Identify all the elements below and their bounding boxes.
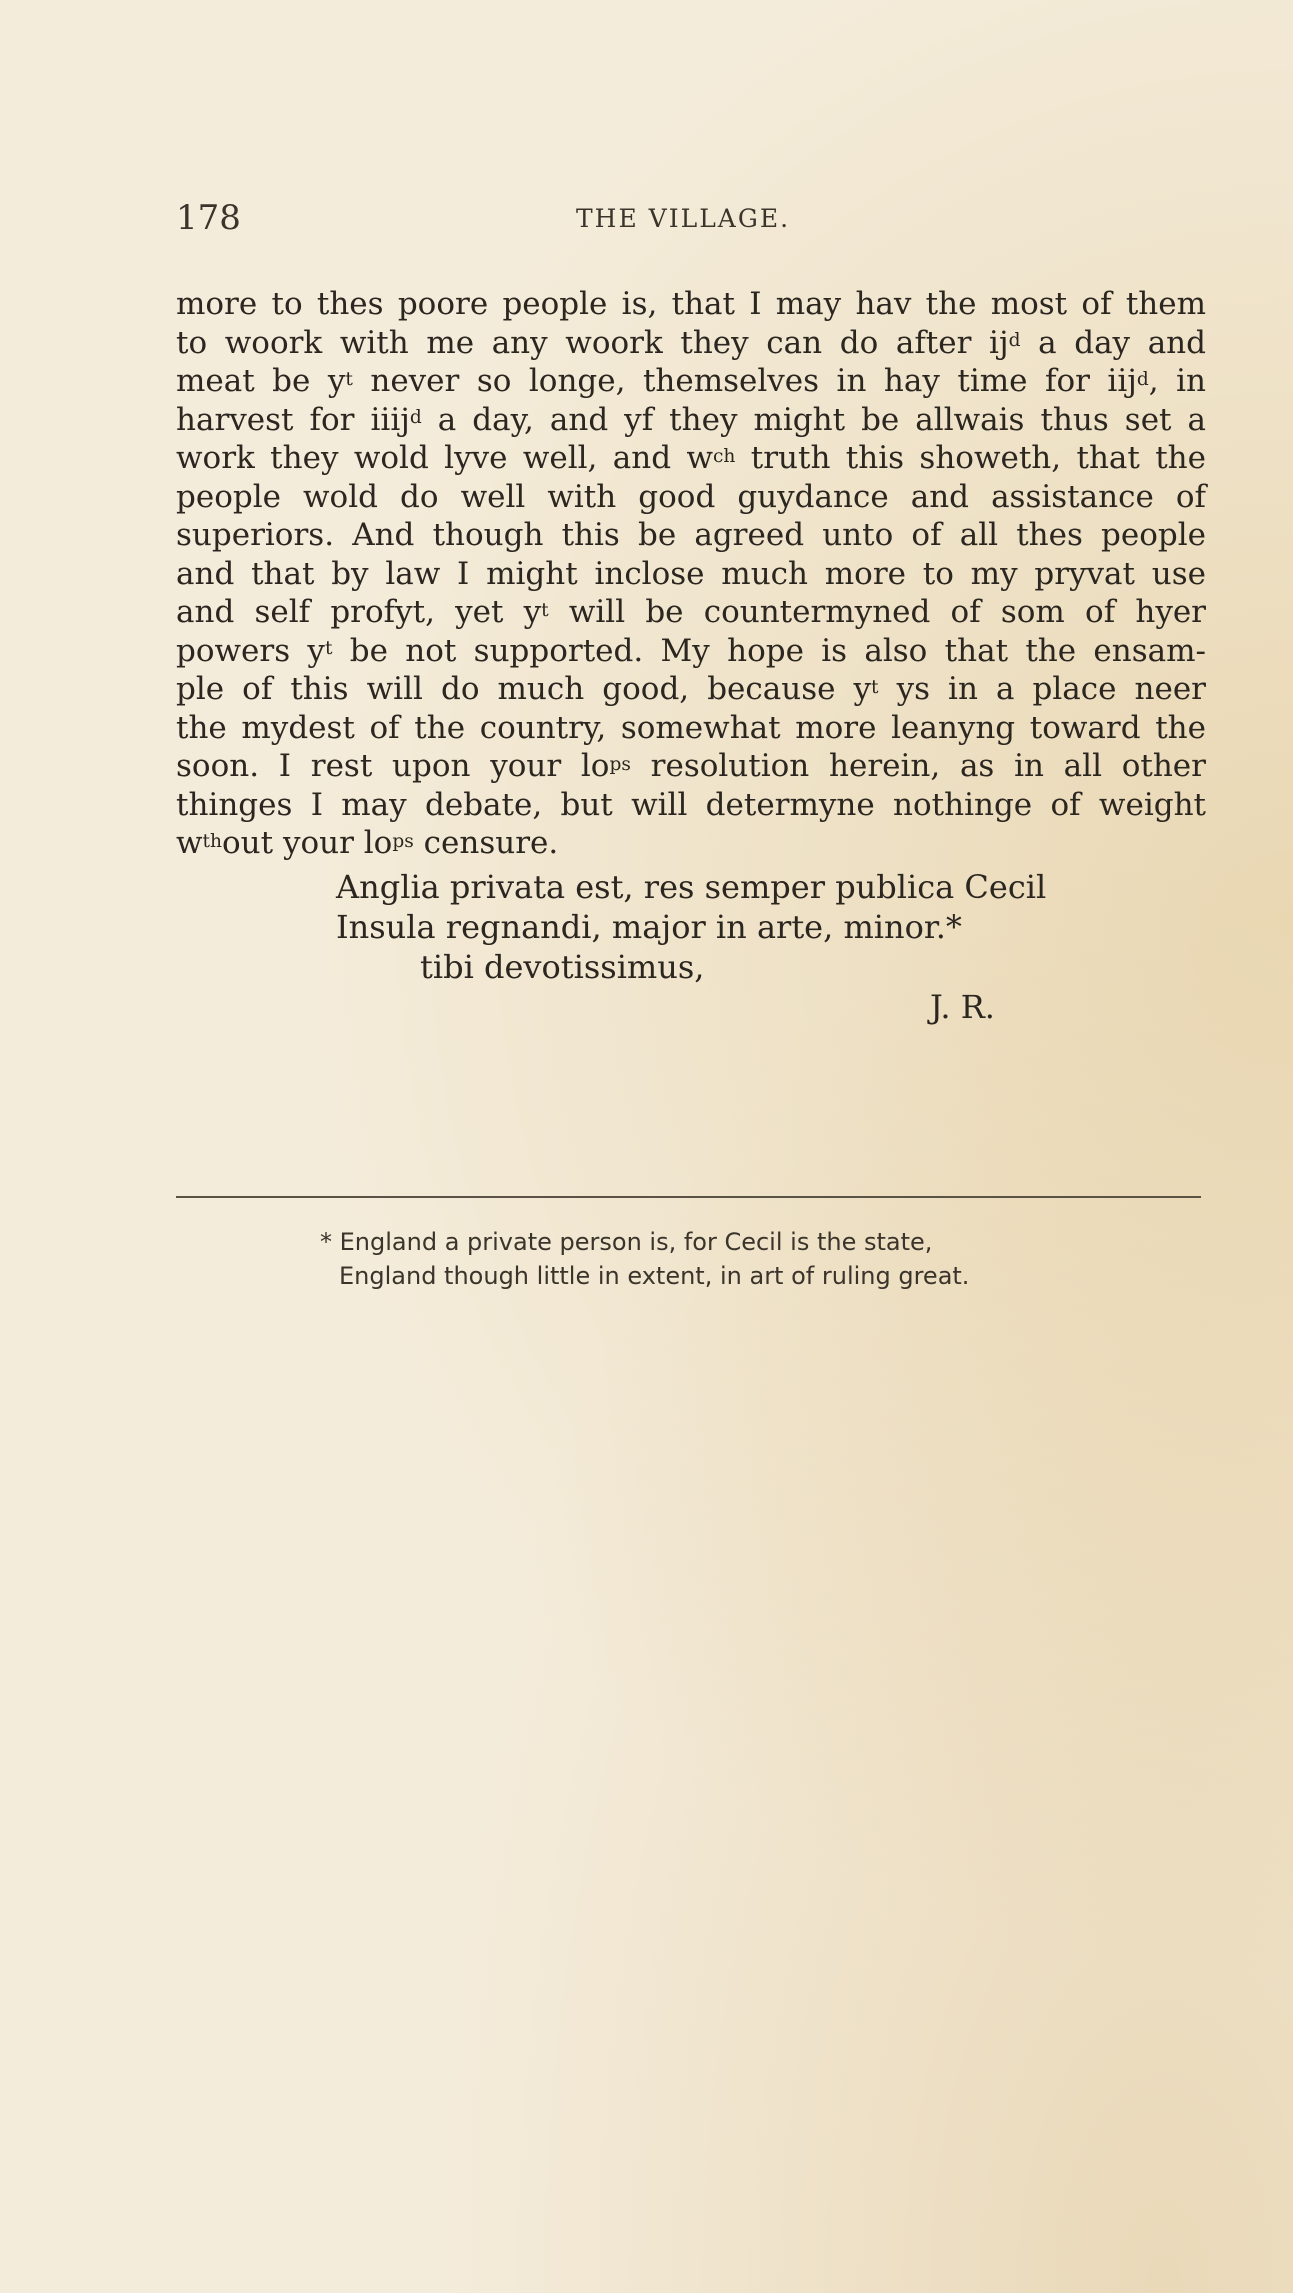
- running-head: THE VILLAGE.: [576, 204, 791, 233]
- text-line: $w^{th}out$ your $lo^{ps}$ censure.: [176, 825, 559, 861]
- footnote-divider: [176, 1196, 1201, 1198]
- text-line: meat be $y^t$ never so longe, themselves in hay time for iij$^d$, in: [176, 363, 1207, 399]
- verse-line: Insula regnandi, major in arte, minor.*: [336, 908, 962, 946]
- text-line: soon. I rest upon your $lo^{ps}$ resolution herein, as in all other: [176, 748, 1206, 784]
- page-header: [176, 198, 1196, 238]
- text-line: harvest for iiij$^d$ a day, and yf they might be allwais thus set a: [176, 401, 1206, 438]
- verse-line: Anglia privata est, res semper publica Cecil: [336, 868, 1047, 906]
- closing-salutation: tibi devotissimus,: [420, 948, 705, 986]
- text-line: and that by law I might inclose much more to my pryvat use: [176, 555, 1206, 592]
- signature: J. R.: [930, 988, 995, 1026]
- text-line: powers $y^t$ be not supported. My hope is also that the ensam-: [176, 632, 1206, 669]
- text-line: and self profyt, yet $y^t$ will be countermyned of som of hyer: [176, 594, 1206, 630]
- text-line: people wold do well with good guydance and assistance of: [176, 478, 1206, 515]
- body-paragraph: [176, 285, 1206, 863]
- footnote-line: * England a private person is, for Cecil is the state,: [320, 1228, 933, 1256]
- text-line: superiors. And though this be agreed unto of all thes people: [176, 517, 1206, 553]
- text-line: more to thes poore people is, that I may hav the most of them: [176, 286, 1206, 322]
- text-line: work they wold lyve well, and $w^{ch}$ truth this showeth, that the: [176, 440, 1206, 476]
- text-line: to woork with me any woork they can do after $ij^d$ a day and: [176, 324, 1206, 361]
- text-line: ple of this will do much good, because $y^t$ ys in a place neer: [176, 671, 1206, 707]
- footnote-line: England though little in extent, in art of ruling great.: [339, 1262, 970, 1290]
- text-line: the mydest of the country, somewhat more leanyng toward the: [176, 709, 1206, 746]
- page-number: 178: [176, 198, 241, 238]
- text-line: thinges I may debate, but will determyne nothinge of weight: [176, 786, 1206, 823]
